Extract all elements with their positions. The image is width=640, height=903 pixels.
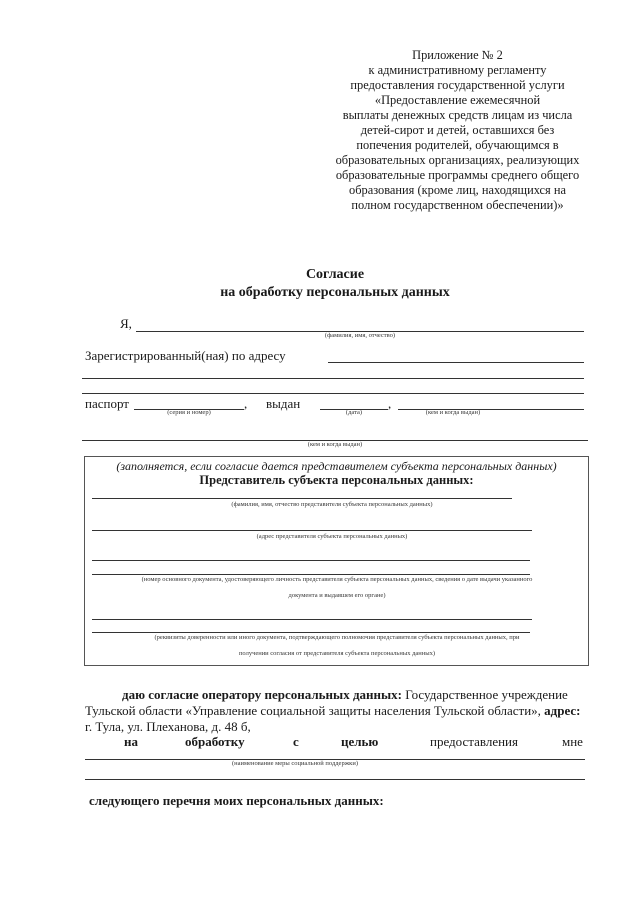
date-caption: (дата) xyxy=(345,409,363,416)
consent-line-1 xyxy=(122,687,568,703)
support-measure-line-2[interactable] xyxy=(85,779,585,780)
comma: , xyxy=(244,396,248,411)
address-field-line-2[interactable] xyxy=(82,378,584,379)
appendix-line: к административному регламенту xyxy=(368,63,547,77)
comma-2: , xyxy=(388,396,392,411)
rep-proxy-caption-2: получении согласия от представителя субъекта персональных данных) xyxy=(238,650,436,657)
word-celyu: целью xyxy=(341,734,379,749)
word-obrabotku: обработку xyxy=(185,734,245,749)
consent-operator-label: даю согласие оператору персональных данных: xyxy=(122,687,402,702)
word-predostavleniya: предоставления xyxy=(430,734,518,749)
i-label: Я, xyxy=(120,316,132,331)
appendix-header xyxy=(315,48,600,213)
rep-doc-line[interactable] xyxy=(92,560,530,561)
appendix-line: детей-сирот и детей, оставшихся без xyxy=(360,123,555,137)
appendix-line: Приложение № 2 xyxy=(412,48,503,62)
passport-label: паспорт xyxy=(85,396,129,411)
rep-address-caption: (адрес представителя субъекта персональных данных) xyxy=(256,533,408,540)
address-label: Зарегистрированный(ная) по адресу xyxy=(85,348,286,363)
document-title: Согласие xyxy=(305,267,365,282)
word-mne: мне xyxy=(562,734,583,749)
data-list-heading: следующего перечня моих персональных данных: xyxy=(89,793,384,808)
appendix-line: выплаты денежных средств лицам из числа xyxy=(342,108,573,122)
who-when-caption-2: (кем и когда выдан) xyxy=(307,441,363,448)
passport-caption: (серия и номер) xyxy=(167,409,211,416)
appendix-line: образовательные программы среднего общего xyxy=(335,168,580,182)
rep-doc-caption-2: документа и выдавшем его органе) xyxy=(288,592,386,599)
representative-heading: Представитель субъекта персональных данных: xyxy=(199,473,474,487)
appendix-line: полном государственном обеспечении)» xyxy=(351,198,564,212)
rep-doc-line-2[interactable] xyxy=(92,574,530,575)
rep-doc-caption: (номер основного документа, удостоверяющего личность представителя субъекта персональных данных, сведения о дате выдачи указанного xyxy=(141,576,533,583)
representative-note: (заполняется, если согласие дается представителем субъекта персональных данных) xyxy=(116,459,557,473)
fio-caption: (фамилия, имя, отчество) xyxy=(324,332,396,339)
word-na: на xyxy=(124,734,138,749)
appendix-line: образования (кроме лиц, находящихся на xyxy=(349,183,566,197)
rep-proxy-line[interactable] xyxy=(92,619,532,620)
rep-proxy-line-2[interactable] xyxy=(92,632,530,633)
address-field-line[interactable] xyxy=(328,362,584,363)
word-s: с xyxy=(293,734,299,749)
rep-fio-caption: (фамилия, имя, отчество представителя субъекта персональных данных) xyxy=(231,501,433,508)
address-bold-label: адрес: xyxy=(540,703,581,718)
who-when-caption: (кем и когда выдан) xyxy=(425,409,481,416)
operator-name: Тульской области «Управление социальной защиты населения Тульской области», xyxy=(85,703,541,718)
address-field-line-3[interactable] xyxy=(82,393,584,394)
rep-address-line[interactable] xyxy=(92,530,532,531)
operator-name-start: Государственное учреждение xyxy=(401,687,568,702)
consent-line-2 xyxy=(85,703,581,719)
document-subtitle: на обработку персональных данных xyxy=(220,285,450,300)
support-caption: (наименование меры социальной поддержки) xyxy=(232,760,358,767)
operator-address: г. Тула, ул. Плеханова, д. 48 б, xyxy=(85,719,251,734)
rep-fio-line[interactable] xyxy=(92,498,512,499)
appendix-line: образовательных организациях, реализующих xyxy=(335,153,580,167)
appendix-line: «Предоставление ежемесячной xyxy=(374,93,541,107)
issued-label: выдан xyxy=(266,396,301,411)
rep-proxy-caption: (реквизиты доверенности или иного документа, подтверждающего полномочия представителя субъекта персональных данных, при xyxy=(154,634,520,641)
appendix-line: предоставления государственной услуги xyxy=(350,78,565,92)
appendix-line: попечения родителей, обучающимся в xyxy=(356,138,559,152)
